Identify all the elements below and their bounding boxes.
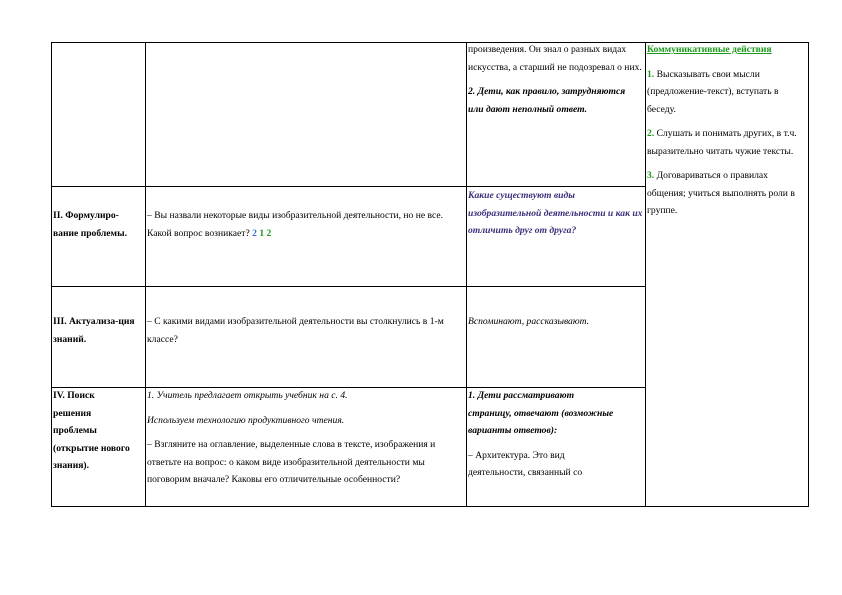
row1-students-text: произведения. Он знал о разных видах искусства, а старший не подозревал о них. <box>468 44 642 73</box>
row4-teacher-item-2: Используем технологию продуктивного чтения. <box>147 414 345 426</box>
stage-3-cell <box>53 313 144 348</box>
row4-students-answer: – Архитектура. Это вид деятельности, связанный со <box>468 449 583 478</box>
mark-a: 2 <box>252 227 257 239</box>
row4-teacher-cell <box>147 387 465 505</box>
stage-2-cell <box>53 207 144 242</box>
row2-students-cell <box>468 187 645 240</box>
row2-teacher-cell <box>147 207 465 242</box>
row2-students-text: Какие существуют виды изобразительной деятельности и как их отличить друг от друга? <box>468 190 643 236</box>
column-divider <box>645 42 646 506</box>
column-divider <box>466 42 467 506</box>
table-border-right <box>808 42 809 506</box>
row2-teacher-text: – Вы назвали некоторые виды изобразительной деятельности, но не все. Какой вопрос возникает? <box>147 210 444 239</box>
uud-item-text: Высказывать свои мысли (предложение-текст), вступать в беседу. <box>647 68 779 115</box>
row4-students-cell <box>468 387 618 505</box>
row3-students-text: Вспоминают, рассказывают. <box>468 316 590 327</box>
uud-item-number: 3. <box>647 170 655 181</box>
row3-students-cell <box>468 313 644 331</box>
uud-item-number: 1. <box>647 68 655 80</box>
uud-heading: Коммуникативные действия <box>647 44 772 55</box>
row1-students-item-2: 2. Дети, как правило, затрудняются или дают неполный ответ. <box>468 86 626 115</box>
stage-4-cell <box>53 387 133 475</box>
row4-teacher-question: – Взгляните на оглавление, выделенные слова в тексте, изображения и ответьте на вопрос: о каком виде изобразительной деятельности мы поговорим вначале? Каковы его отличительные особенности? <box>147 439 436 485</box>
mark-c: 2 <box>266 227 272 239</box>
stage-2-label: II. Формулиро-вание проблемы. <box>53 210 127 239</box>
row3-teacher-text: – С какими видами изобразительной деятельности вы столкнулись в 1-м классе? <box>147 316 444 345</box>
row-divider <box>51 286 646 287</box>
mark-b: 1 <box>259 227 265 239</box>
row4-teacher-item-1: 1. Учитель предлагает открыть учебник на с. 4. <box>147 390 348 401</box>
row3-teacher-cell <box>147 313 447 348</box>
uud-cell <box>647 41 807 227</box>
stage-4-label: IV. Поиск решения проблемы (открытие нового знания). <box>53 390 130 471</box>
table-border-bottom <box>51 506 809 507</box>
uud-item-1 <box>647 66 807 119</box>
uud-item-text: Договариваться о правилах общения; учиться выполнять роли в группе. <box>647 170 795 216</box>
uud-item-2 <box>647 125 807 160</box>
uud-item-text: Слушать и понимать других, в т.ч. выразительно читать чужие тексты. <box>647 128 797 157</box>
column-divider <box>145 42 146 506</box>
stage-3-label: III. Актуализа-ция знаний. <box>53 316 135 345</box>
table-border-left <box>51 42 52 506</box>
uud-item-number: 2. <box>647 128 655 139</box>
row4-students-item-1: 1. Дети рассматривают страницу, отвечают (возможные варианты ответов): <box>468 390 614 436</box>
row1-students-cell <box>468 41 642 125</box>
uud-item-3 <box>647 167 807 220</box>
